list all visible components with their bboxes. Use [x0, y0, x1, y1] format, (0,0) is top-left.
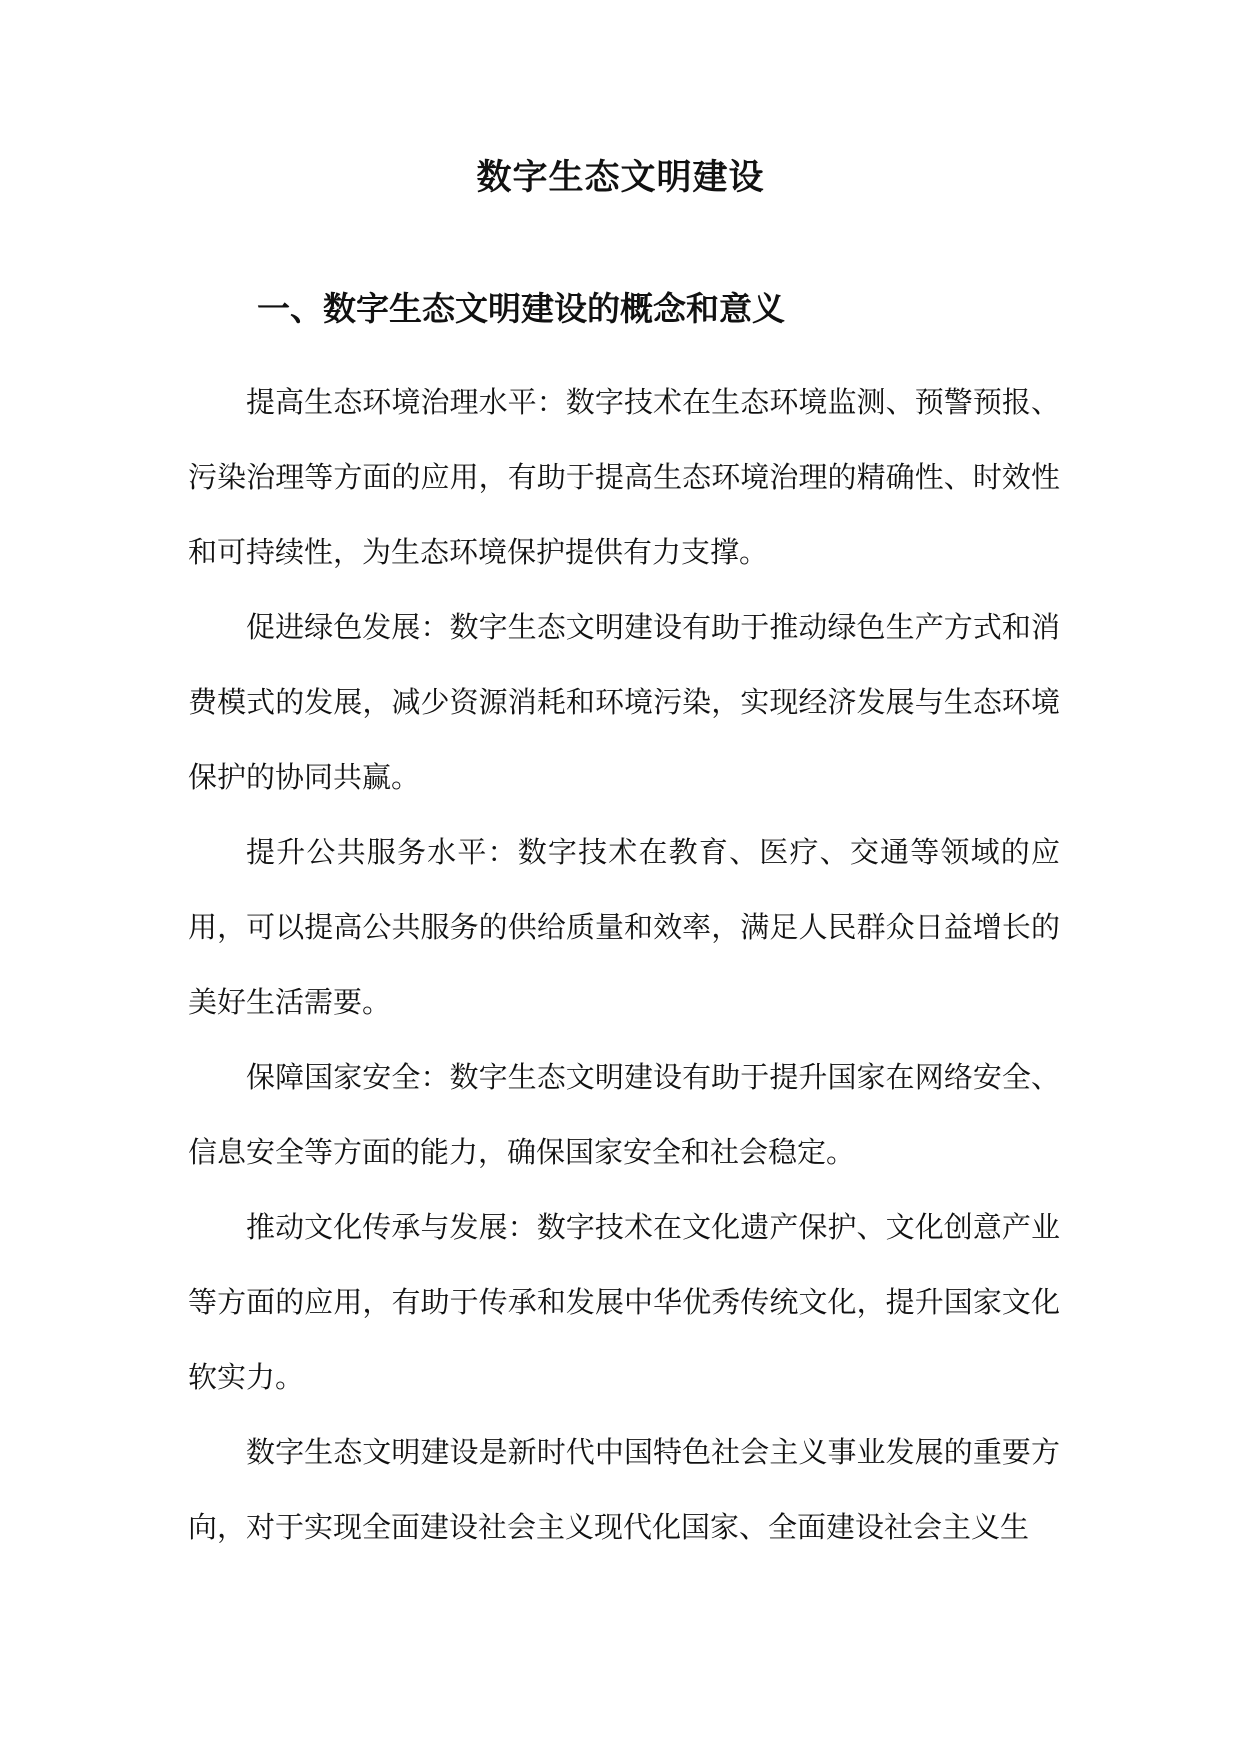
paragraph: 推动文化传承与发展：数字技术在文化遗产保护、文化创意产业等方面的应用，有助于传承和发展中华优秀传统文化，提升国家文化软实力。: [188, 1210, 1060, 1394]
paragraph: 提升公共服务水平：数字技术在教育、医疗、交通等领域的应用，可以提高公共服务的供给质量和效率，满足人民群众日益增长的美好生活需要。: [188, 835, 1060, 1019]
body-text: [188, 365, 1060, 1565]
paragraph: 保障国家安全：数字生态文明建设有助于提升国家在网络安全、信息安全等方面的能力，确保国家安全和社会稳定。: [188, 1060, 1060, 1169]
paragraph: 提高生态环境治理水平：数字技术在生态环境监测、预警预报、污染治理等方面的应用，有助于提高生态环境治理的精确性、时效性和可持续性，为生态环境保护提供有力支撑。: [188, 385, 1060, 569]
paragraph: 促进绿色发展：数字生态文明建设有助于推动绿色生产方式和消费模式的发展，减少资源消耗和环境污染，实现经济发展与生态环境保护的协同共赢。: [188, 610, 1060, 794]
page-title: 数字生态文明建设: [476, 157, 765, 198]
paragraph: 数字生态文明建设是新时代中国特色社会主义事业发展的重要方向，对于实现全面建设社会主义现代化国家、全面建设社会主义生: [188, 1435, 1060, 1544]
section-heading: 一、数字生态文明建设的概念和意义: [257, 289, 785, 328]
